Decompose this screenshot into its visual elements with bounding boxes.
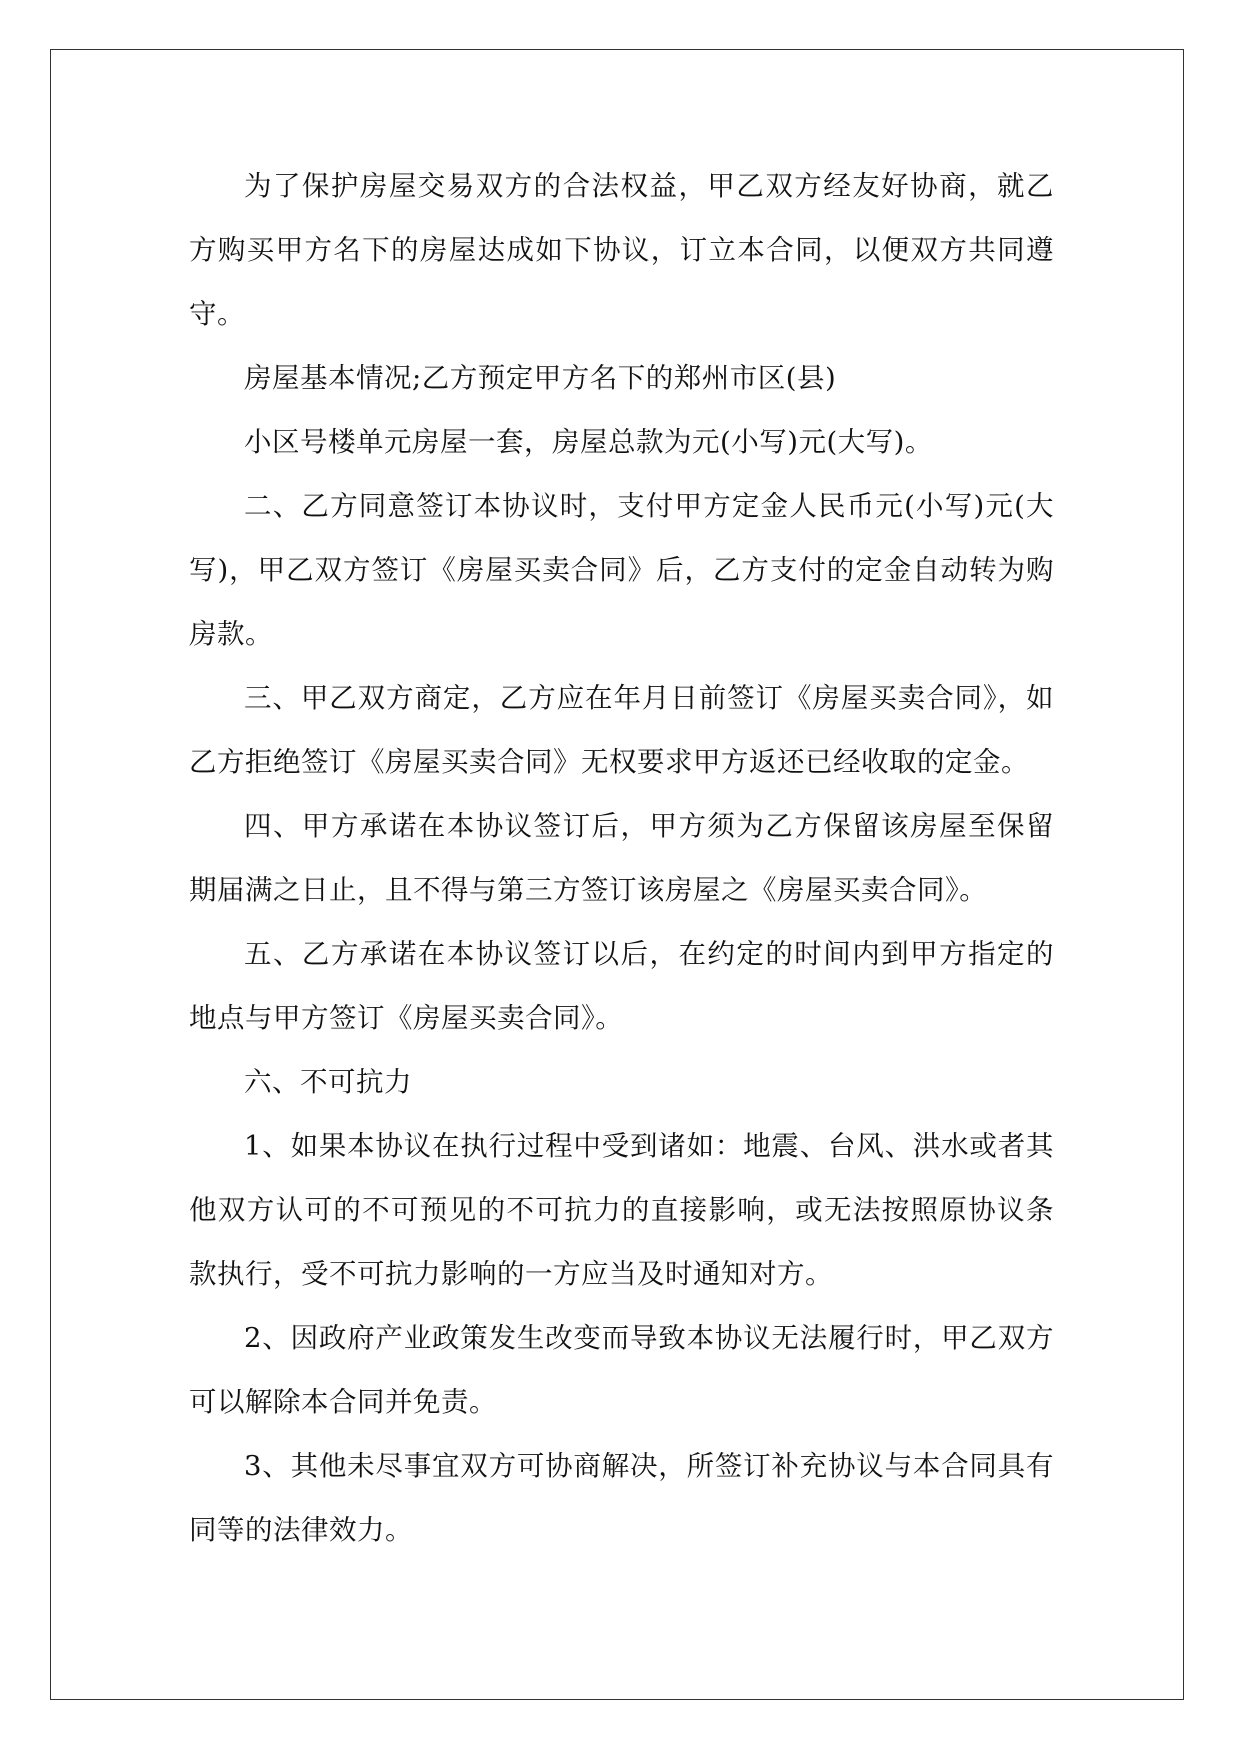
paragraph-property-price: 小区号楼单元房屋一套，房屋总款为元(小写)元(大写)。: [244, 426, 933, 458]
paragraph-clause-2: 二、乙方同意签订本协议时，支付甲方定金人民币元(小写)元(大写)，甲乙双方签订《房屋买卖合同》后，乙方支付的定金自动转为购房款。: [189, 490, 1054, 650]
paragraph-clause-3: 三、甲乙双方商定，乙方应在年月日前签订《房屋买卖合同》，如乙方拒绝签订《房屋买卖合同》无权要求甲方返还已经收取的定金。: [189, 682, 1054, 778]
paragraph-force-majeure-2: 2、因政府产业政策发生改变而导致本协议无法履行时，甲乙双方可以解除本合同并免责。: [189, 1322, 1054, 1418]
paragraph-intro: 为了保护房屋交易双方的合法权益，甲乙双方经友好协商，就乙方购买甲方名下的房屋达成如下协议，订立本合同，以便双方共同遵守。: [189, 170, 1054, 330]
paragraph-property-info: 房屋基本情况;乙方预定甲方名下的郑州市区(县): [244, 362, 837, 394]
document-body: [189, 154, 1054, 1562]
paragraph-clause-4: 四、甲方承诺在本协议签订后，甲方须为乙方保留该房屋至保留期届满之日止，且不得与第三方签订该房屋之《房屋买卖合同》。: [189, 810, 1054, 906]
paragraph-force-majeure-1: 1、如果本协议在执行过程中受到诸如：地震、台风、洪水或者其他双方认可的不可预见的不可抗力的直接影响，或无法按照原协议条款执行，受不可抗力影响的一方应当及时通知对方。: [189, 1130, 1054, 1290]
paragraph-clause-5: 五、乙方承诺在本协议签订以后，在约定的时间内到甲方指定的地点与甲方签订《房屋买卖合同》。: [189, 938, 1054, 1034]
paragraph-clause-6-heading: 六、不可抗力: [244, 1066, 412, 1098]
paragraph-force-majeure-3: 3、其他未尽事宜双方可协商解决，所签订补充协议与本合同具有同等的法律效力。: [189, 1450, 1054, 1546]
